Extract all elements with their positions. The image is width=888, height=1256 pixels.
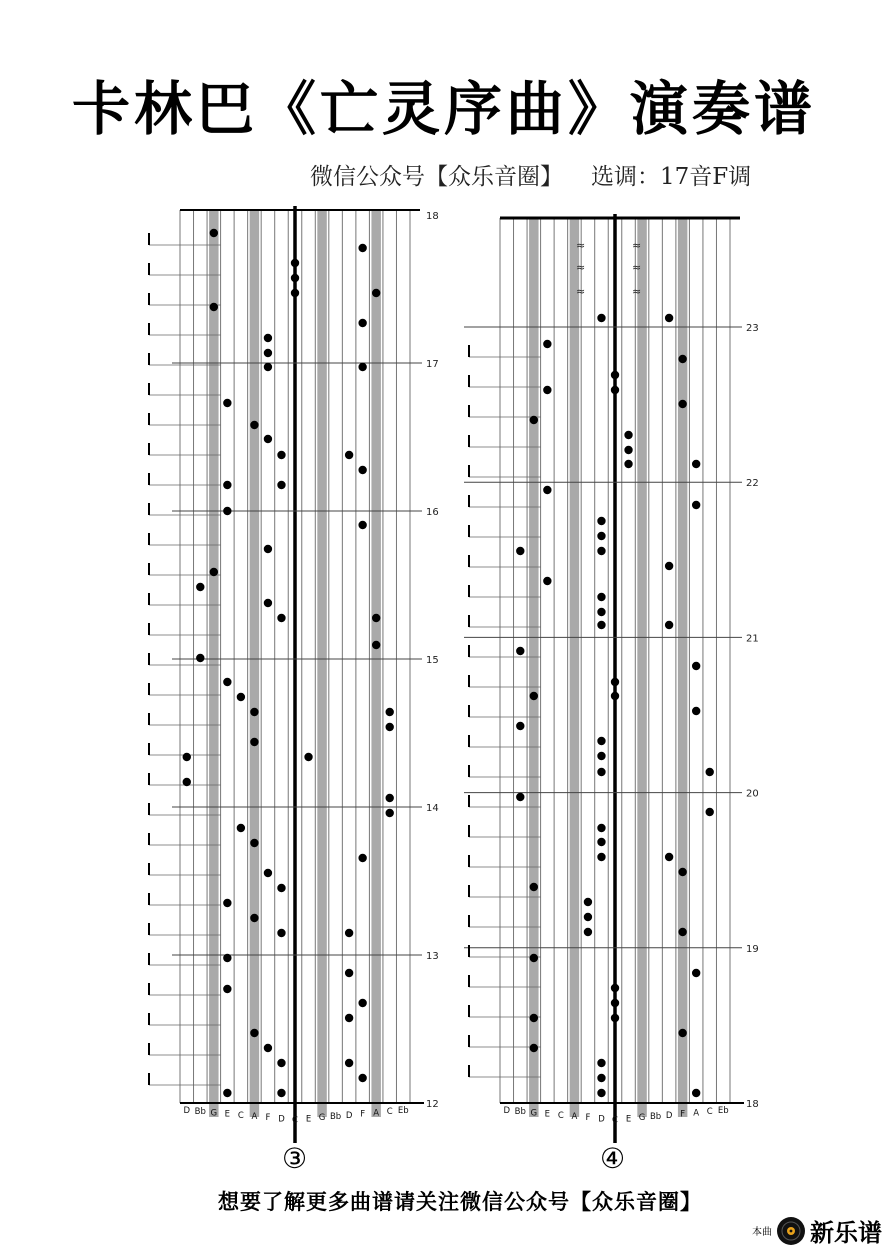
note-dot [692, 1089, 700, 1097]
note-dot [543, 577, 551, 585]
note-dot [250, 914, 258, 922]
note-dot [358, 363, 366, 371]
tine-label: Bb [514, 1107, 526, 1118]
tine-label: A [693, 1108, 700, 1119]
note-dot [358, 1074, 366, 1082]
measure-number: 14 [426, 803, 439, 814]
note-dot [223, 481, 231, 489]
note-dot [277, 481, 285, 489]
note-dot [250, 421, 258, 429]
note-dot [611, 1014, 619, 1022]
tine-label: D [598, 1114, 605, 1125]
note-dot [372, 289, 380, 297]
note-dot [692, 969, 700, 977]
note-dot [692, 662, 700, 670]
measure-number: 17 [426, 359, 439, 370]
note-dot [597, 593, 605, 601]
note-dot [597, 547, 605, 555]
note-dot [358, 999, 366, 1007]
note-dot [611, 386, 619, 394]
note-dot [543, 386, 551, 394]
note-dot [345, 1014, 353, 1022]
note-dot [250, 708, 258, 716]
tremolo-mark: ≈ [632, 261, 642, 274]
measure-number: 20 [746, 788, 759, 800]
note-dot [678, 355, 686, 363]
tine-label: E [305, 1114, 312, 1125]
note-dot [665, 853, 673, 861]
measure-number: 18 [746, 1099, 759, 1110]
note-dot [264, 334, 272, 342]
note-dot [358, 244, 366, 252]
tine-label: C [292, 1115, 298, 1126]
note-dot [223, 507, 231, 515]
measure-number: 19 [746, 943, 759, 955]
tine-label: C [386, 1107, 393, 1118]
note-dot [665, 314, 673, 322]
note-dot [372, 614, 380, 622]
measure-number: 18 [426, 211, 439, 222]
note-dot [345, 1059, 353, 1067]
note-dot [611, 692, 619, 700]
tremolo-mark: ≈ [576, 285, 586, 298]
tremolo-mark: ≈ [632, 239, 642, 252]
tine-label: A [373, 1108, 380, 1119]
note-dot [611, 999, 619, 1007]
note-dot [196, 654, 204, 662]
wechat-source: 微信公众号【众乐音圈】 [310, 164, 563, 190]
note-dot [223, 399, 231, 407]
note-dot [358, 854, 366, 862]
note-dot [386, 794, 394, 802]
note-dot [597, 621, 605, 629]
tine-label: Bb [329, 1112, 342, 1122]
measure-number: 22 [746, 478, 759, 490]
note-dot [386, 723, 394, 731]
note-dot [516, 722, 524, 730]
note-dot [196, 583, 204, 591]
note-dot [345, 929, 353, 937]
note-dot [597, 517, 605, 525]
note-dot [597, 314, 605, 322]
panel-number-4: ④ [600, 1142, 626, 1175]
note-dot [264, 869, 272, 877]
note-dot [530, 954, 538, 962]
brand-logo [752, 1213, 882, 1248]
note-dot [678, 928, 686, 936]
tine-label: G [530, 1108, 538, 1119]
measure-number: 21 [746, 633, 759, 645]
note-dot [516, 793, 524, 801]
note-dot [530, 692, 538, 700]
tine-label: A [571, 1112, 578, 1122]
shaded-tine-column [637, 218, 646, 1117]
tremolo-mark: ≈ [632, 285, 642, 298]
tine-label: D [183, 1106, 191, 1116]
note-dot [237, 824, 245, 832]
tine-label: E [224, 1109, 231, 1120]
note-dot [386, 708, 394, 716]
note-dot [223, 954, 231, 962]
tine-label: E [544, 1109, 551, 1120]
note-dot [597, 752, 605, 760]
note-dot [597, 768, 605, 776]
note-dot [223, 1089, 231, 1097]
note-dot [543, 486, 551, 494]
note-dot [304, 753, 312, 761]
note-dot [597, 838, 605, 846]
tine-label: Bb [194, 1107, 206, 1118]
note-dot [530, 416, 538, 424]
tine-label: Eb [717, 1106, 729, 1116]
tine-label: D [665, 1110, 673, 1121]
tine-label: Eb [397, 1106, 409, 1116]
note-dot [277, 929, 285, 937]
measure-number: 13 [426, 951, 439, 962]
tine-label: A [251, 1112, 258, 1122]
tine-label: C [237, 1110, 244, 1121]
note-dot [665, 562, 673, 570]
note-dot [692, 501, 700, 509]
kalimba-tab-panel-4 [460, 205, 760, 1145]
note-dot [584, 913, 592, 921]
measure-number: 15 [426, 655, 439, 666]
note-dot [624, 431, 632, 439]
note-dot [530, 1014, 538, 1022]
note-dot [611, 984, 619, 992]
note-dot [250, 839, 258, 847]
note-dot [210, 568, 218, 576]
note-dot [210, 229, 218, 237]
note-dot [597, 853, 605, 861]
note-dot [264, 435, 272, 443]
note-dot [183, 778, 191, 786]
note-dot [530, 883, 538, 891]
brand-name: 新乐谱 [810, 1219, 882, 1247]
note-dot [345, 451, 353, 459]
tine-label: G [638, 1113, 646, 1124]
note-dot [692, 707, 700, 715]
measure-number: 12 [426, 1099, 439, 1110]
note-dot [584, 928, 592, 936]
vinyl-disc-icon [776, 1216, 806, 1246]
shaded-tine-column [371, 210, 380, 1117]
note-dot [264, 363, 272, 371]
tine-label: D [345, 1110, 353, 1121]
tine-label: C [557, 1110, 564, 1121]
note-dot [624, 446, 632, 454]
note-dot [678, 868, 686, 876]
note-dot [678, 1029, 686, 1037]
kalimba-tab-panel-3 [140, 205, 440, 1145]
measure-number: 23 [746, 323, 759, 334]
tine-label: F [265, 1113, 271, 1124]
note-dot [264, 545, 272, 553]
note-dot [210, 303, 218, 311]
tine-label: F [680, 1109, 686, 1120]
note-dot [277, 451, 285, 459]
brand-small-label: 本曲 [752, 1227, 772, 1238]
note-dot [264, 349, 272, 357]
tine-label: C [612, 1115, 618, 1126]
note-dot [516, 547, 524, 555]
note-dot [223, 678, 231, 686]
shaded-tine-column [250, 210, 259, 1117]
shaded-tine-column [570, 218, 579, 1117]
tremolo-mark: ≈ [576, 261, 586, 274]
key-label: 选调：17音F调 [591, 164, 752, 190]
note-dot [611, 678, 619, 686]
note-dot [250, 1029, 258, 1037]
note-dot [624, 460, 632, 468]
note-dot [358, 466, 366, 474]
note-dot [237, 693, 245, 701]
note-dot [692, 460, 700, 468]
note-dot [291, 289, 299, 297]
note-dot [597, 1059, 605, 1067]
note-dot [250, 738, 258, 746]
note-dot [277, 884, 285, 892]
note-dot [706, 768, 714, 776]
note-dot [706, 808, 714, 816]
note-dot [277, 614, 285, 622]
note-dot [264, 599, 272, 607]
tine-label: G [210, 1108, 218, 1119]
note-dot [543, 340, 551, 348]
shaded-tine-column [209, 210, 218, 1117]
note-dot [597, 737, 605, 745]
tine-label: F [360, 1109, 366, 1120]
note-dot [277, 1059, 285, 1067]
note-dot [358, 319, 366, 327]
footer-note: 想要了解更多曲谱请关注微信公众号【众乐音圈】 [150, 1180, 770, 1224]
note-dot [597, 824, 605, 832]
tine-label: C [706, 1107, 713, 1118]
panel-number-3: ③ [282, 1142, 308, 1175]
note-dot [678, 400, 686, 408]
page-title: 卡林巴《亡灵序曲》演奏谱 [71, 75, 816, 143]
tine-label: Bb [649, 1112, 662, 1122]
tine-label: E [625, 1114, 632, 1125]
note-dot [345, 969, 353, 977]
note-dot [597, 1074, 605, 1082]
note-dot [611, 371, 619, 379]
tine-label: D [503, 1106, 511, 1116]
note-dot [291, 259, 299, 267]
subtitle [310, 158, 870, 191]
note-dot [584, 898, 592, 906]
note-dot [530, 1044, 538, 1052]
shaded-tine-column [529, 218, 538, 1117]
shaded-tine-column [317, 210, 326, 1117]
note-dot [223, 985, 231, 993]
tine-label: F [585, 1113, 591, 1124]
tine-label: D [278, 1114, 285, 1125]
note-dot [597, 1089, 605, 1097]
note-dot [597, 532, 605, 540]
note-dot [277, 1089, 285, 1097]
tine-label: G [318, 1113, 326, 1124]
tremolo-mark: ≈ [576, 239, 586, 252]
note-dot [264, 1044, 272, 1052]
shaded-tine-column [678, 218, 687, 1117]
note-dot [223, 899, 231, 907]
measure-number: 16 [426, 507, 439, 518]
note-dot [291, 274, 299, 282]
note-dot [372, 641, 380, 649]
note-dot [665, 621, 673, 629]
note-dot [358, 521, 366, 529]
note-dot [597, 608, 605, 616]
note-dot [386, 809, 394, 817]
note-dot [516, 647, 524, 655]
note-dot [183, 753, 191, 761]
